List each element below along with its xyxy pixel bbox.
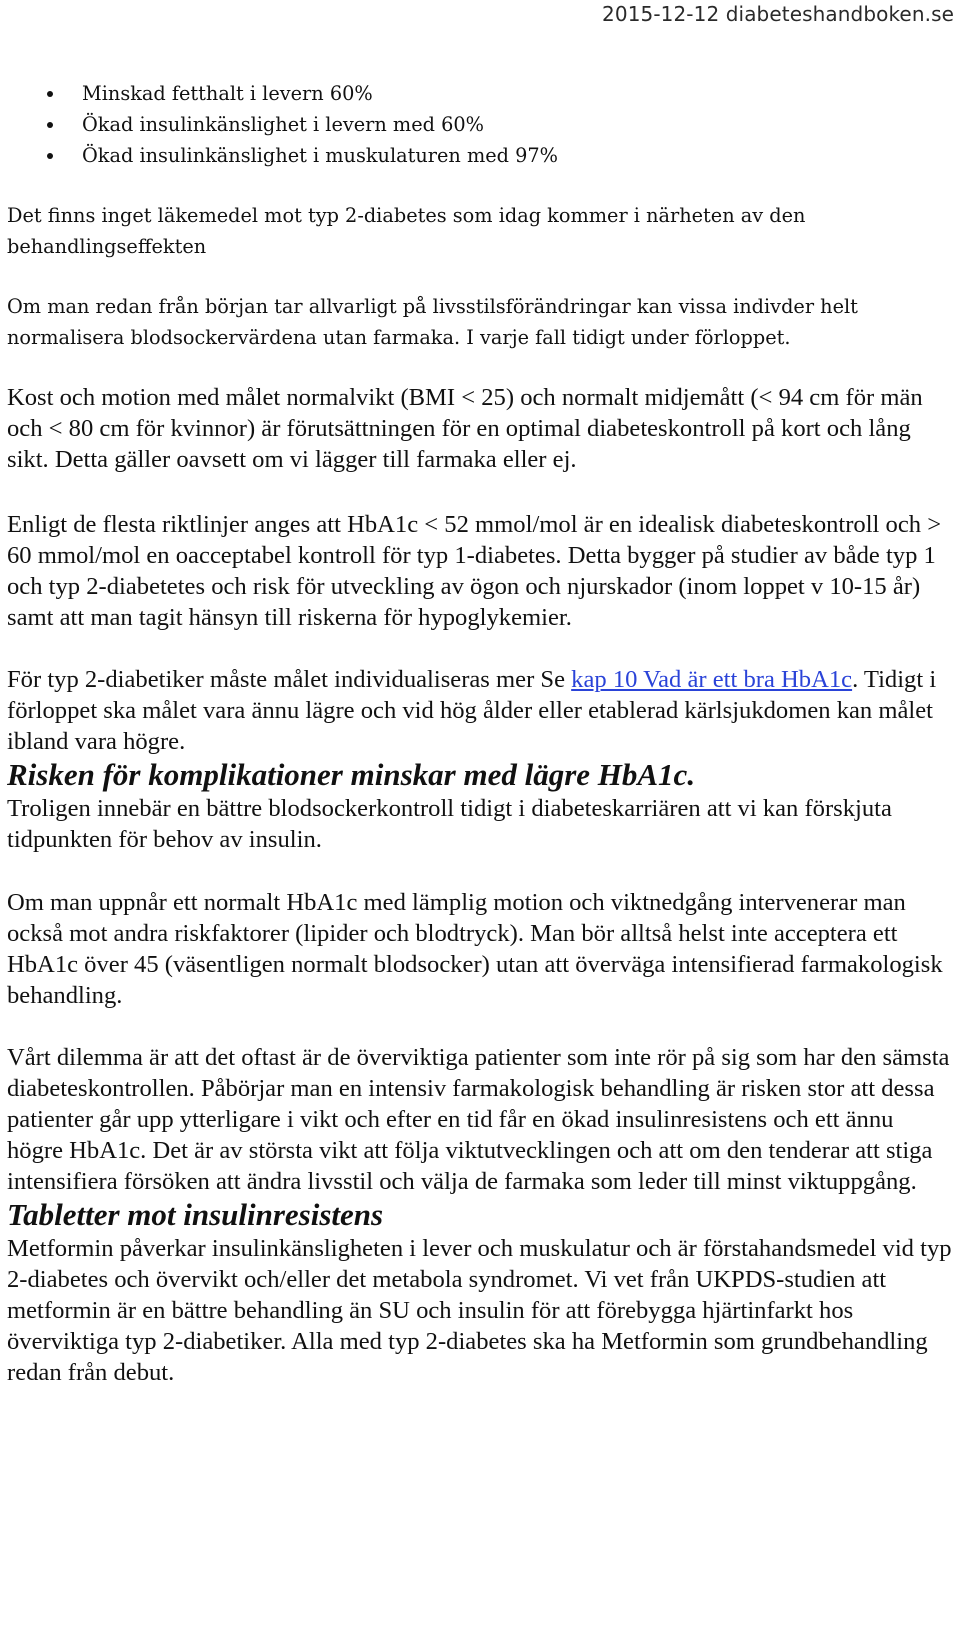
individualize-text-end: . Tidigt i förloppet ska målet vara ännu lägre och vid hög ålder eller etablerad kärlsjukdomen kan målet ibland vara högre. bbox=[7, 666, 937, 755]
results-bullet-list bbox=[7, 78, 952, 171]
paragraph-insulin-timing: Troligen innebär en bättre blodsockerkontroll tidigt i diabeteskarriären att vi kan förskjuta tidpunkten för behov av insulin. bbox=[7, 795, 892, 853]
chapter-10-link[interactable]: kap 10 Vad är ett bra HbA1c bbox=[571, 666, 853, 693]
paragraph-individualize bbox=[7, 664, 952, 757]
heading-tablets: Tabletter mot insulinresistens bbox=[7, 1197, 384, 1232]
page-header bbox=[602, 2, 954, 26]
heading-complications: Risken för komplikationer minskar med lägre HbA1c. bbox=[7, 757, 696, 792]
individualize-text-start: För typ 2-diabetiker måste målet individualiseras mer Se bbox=[7, 666, 572, 693]
paragraph-dilemma: Vårt dilemma är att det oftast är de överviktiga patienter som inte rör på sig som har den sämsta diabeteskontrollen. Påbörjar man en intensiv farmakologisk behandling är risken stor att dessa patienter går upp ytterligare i vikt och efter en tid får en ökad insulinresistens och ett ännu högre HbA1c. Det är av största vikt att följa viktutvecklingen och att om den tenderar att stiga intensifiera försöken att ändra livsstil och välja de farmaka som leder till minst viktuppgång. bbox=[7, 1044, 950, 1195]
header-date: 2015-12-12 bbox=[602, 2, 720, 26]
bullet-item-2: Ökad insulinkänslighet i levern med 60% bbox=[7, 109, 952, 140]
paragraph-guidelines: Enligt de flesta riktlinjer anges att HbA1c < 52 mmol/mol är en idealisk diabeteskontroll och > 60 mmol/mol en oacceptabel kontroll för typ 1-diabetes. Detta bygger på studier av både typ 1 och typ 2-diabetetes och risk för utveckling av ögon och njurskador (inom loppet v 10-15 år) samt att man tagit hänsyn till riskerna för hypoglykemier. bbox=[7, 511, 942, 631]
paragraph-lifestyle: Om man redan från början tar allvarligt på livsstilsförändringar kan vissa indivder helt normalisera blodsockervärdena utan farmaka. I varje fall tidigt under förloppet. bbox=[7, 295, 858, 349]
paragraph-no-drug: Det finns inget läkemedel mot typ 2-diabetes som idag kommer i närheten av den behandlingseffekten bbox=[7, 204, 806, 258]
header-site: diabeteshandboken.se bbox=[725, 2, 954, 26]
bullet-item-1: Minskad fetthalt i levern 60% bbox=[7, 78, 952, 109]
bullet-item-3: Ökad insulinkänslighet i muskulaturen med 97% bbox=[7, 140, 952, 171]
paragraph-normal-hba1c: Om man uppnår ett normalt HbA1c med lämplig motion och viktnedgång intervenerar man också mot andra riskfaktorer (lipider och blodtryck). Man bör alltså helst inte acceptera ett HbA1c över 45 (väsentligen normalt blodsocker) utan att överväga intensifierad farmakologisk behandling. bbox=[7, 889, 943, 1009]
paragraph-metformin: Metformin påverkar insulinkänsligheten i lever och muskulatur och är förstahandsmedel vid typ 2-diabetes och övervikt och/eller det metabola syndromet. Vi vet från UKPDS-studien att metformin är en bättre behandling än SU och insulin för att förebygga hjärtinfarkt hos överviktiga typ 2-diabetiker. Alla med typ 2-diabetes ska ha Metformin som grundbehandling redan från debut. bbox=[7, 1235, 952, 1386]
document-body bbox=[7, 78, 952, 1388]
paragraph-diet-exercise: Kost och motion med målet normalvikt (BMI < 25) och normalt midjemått (< 94 cm för män och < 80 cm för kvinnor) är förutsättningen för en optimal diabeteskontroll på kort och lång sikt. Detta gäller oavsett om vi lägger till farmaka eller ej. bbox=[7, 384, 923, 473]
